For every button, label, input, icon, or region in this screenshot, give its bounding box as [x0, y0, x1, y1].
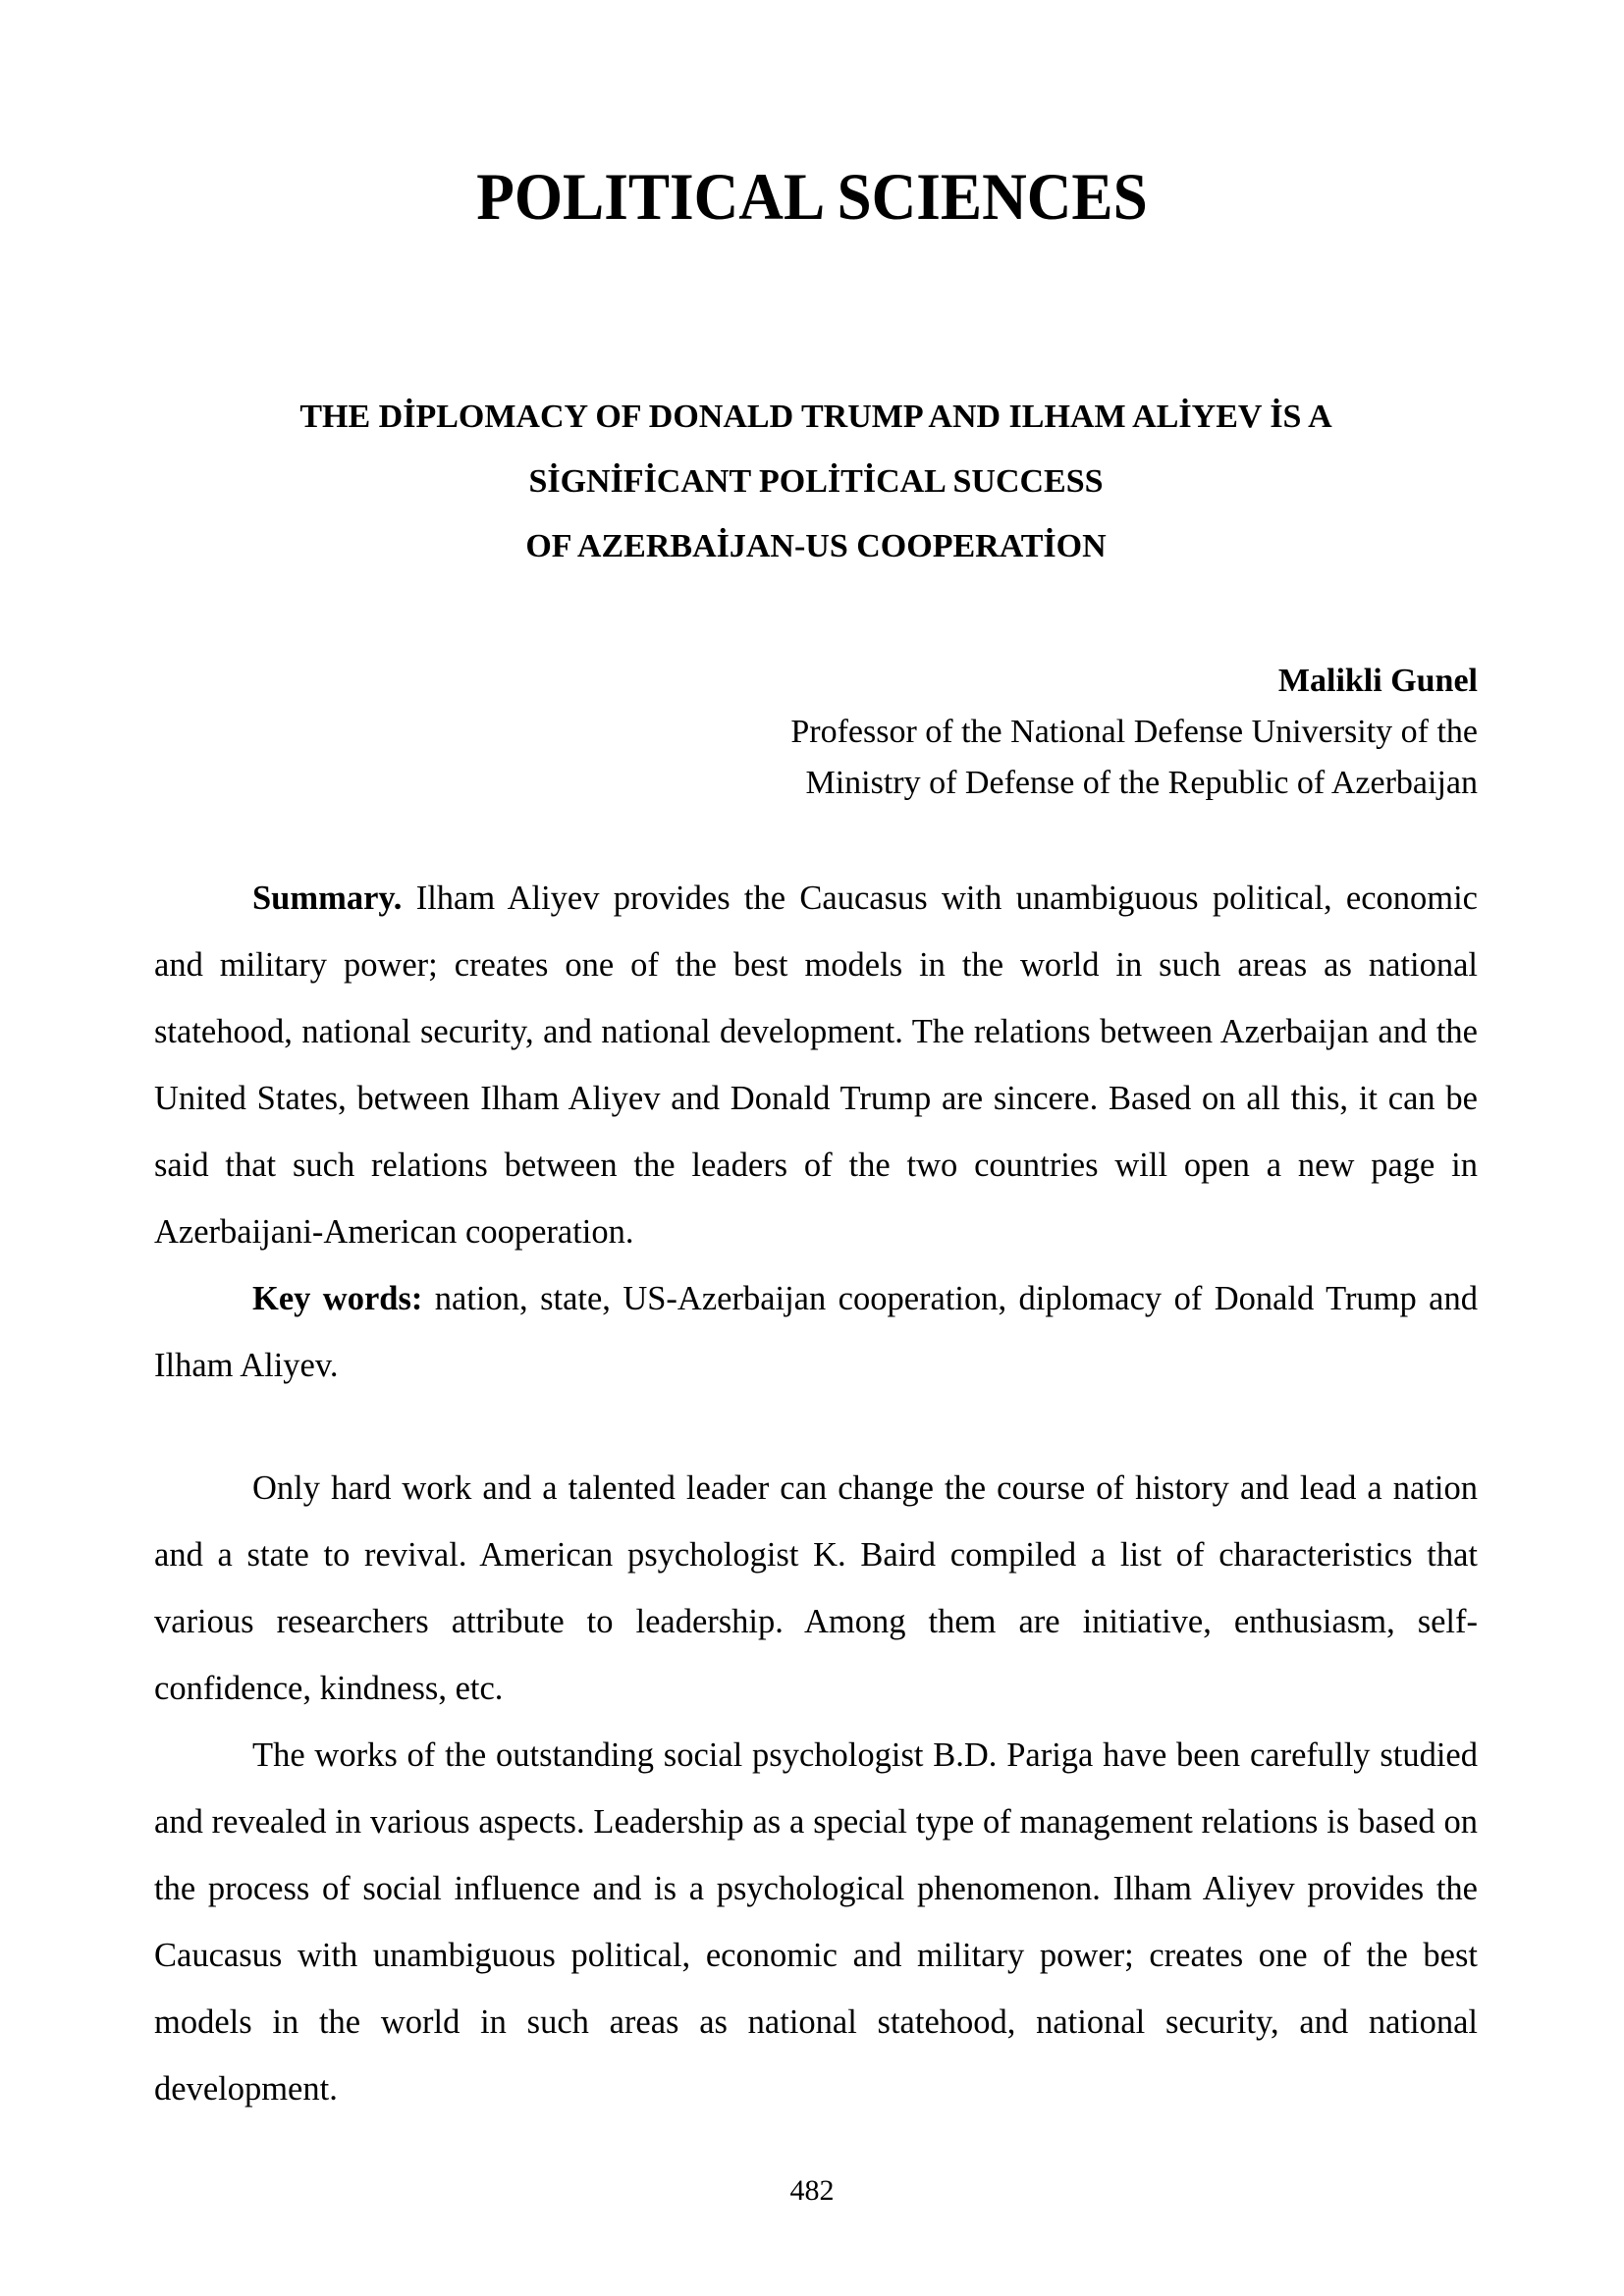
author-name: Malikli Gunel: [1277, 663, 1478, 699]
author-block: [589, 656, 1478, 809]
keywords-label: Key words:: [252, 1280, 423, 1317]
summary-text: Ilham Aliyev provides the Caucasus with unambiguous political, economic and military power; creates one of the best models in the world in such areas as national statehood, national security, and national development. The relations between Azerbaijan and the United States, between Ilham Aliyev and Donald Trump are sincere. Based on all this, it can be said that such relations between the leaders of the two countries will open a new page in Azerbaijani-American cooperation.: [154, 880, 1478, 1251]
paper-title-line: THE DİPLOMACY OF DONALD TRUMP AND ILHAM ALİYEV İS A: [299, 399, 1332, 435]
paper-title: [154, 385, 1478, 579]
body-paragraph: The works of the outstanding social psychologist B.D. Pariga have been carefully studied and revealed in various aspects. Leadership as a special type of management relations is based on the process of social influence and is a psychological phenomenon. Ilham Aliyev provides the Caucasus with unambiguous political, economic and military power; creates one of the best models in the world in such areas as national statehood, national security, and national development.: [154, 1736, 1478, 2108]
summary-paragraph: [154, 865, 1478, 1265]
keywords-paragraph: [154, 1265, 1478, 1399]
main-body: [154, 1455, 1478, 2122]
author-affiliation-line: Professor of the National Defense University of the: [790, 714, 1478, 750]
keywords-text: nation, state, US-Azerbaijan cooperation, diplomacy of Donald Trump and Ilham Aliyev.: [154, 1280, 1478, 1384]
section-title: POLITICAL SCIENCES: [476, 159, 1148, 234]
author-affiliation-line: Ministry of Defense of the Republic of Azerbaijan: [805, 765, 1478, 801]
paper-title-line: SİGNİFİCANT POLİTİCAL SUCCESS: [528, 463, 1104, 500]
body-paragraph: Only hard work and a talented leader can change the course of history and lead a nation and a state to revival. American psychologist K. Baird compiled a list of characteristics that various researchers attribute to leadership. Among them are initiative, enthusiasm, self-confidence, kindness, etc.: [154, 1469, 1478, 1707]
abstract-section: [154, 865, 1478, 1399]
summary-label: Summary.: [252, 880, 403, 917]
page-number: 482: [789, 2174, 835, 2207]
paper-title-line: OF AZERBAİJAN-US COOPERATİON: [525, 528, 1107, 564]
